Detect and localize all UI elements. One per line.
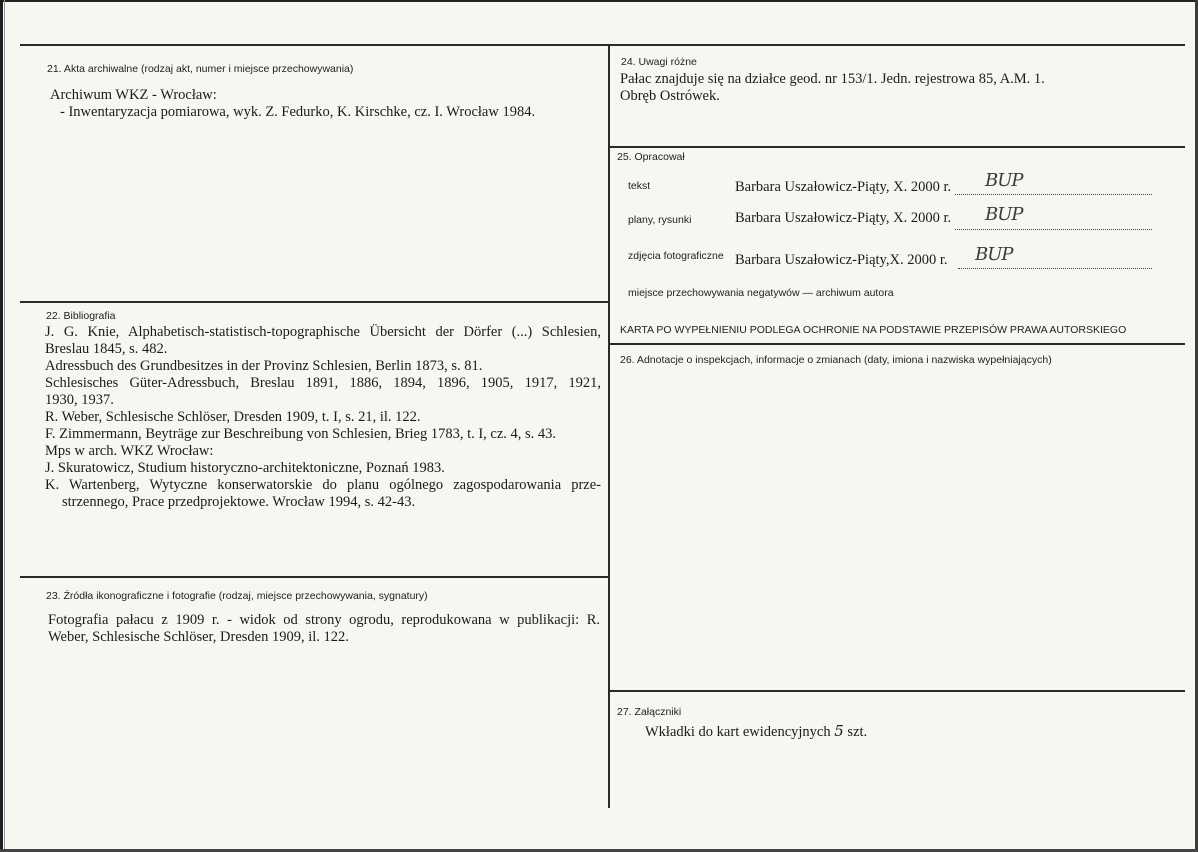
handwritten-signature: BUP: [985, 170, 1023, 191]
card-left-edge: [0, 0, 3, 852]
section-27-label: 27. Załączniki: [617, 706, 682, 718]
rule-25-26: [609, 343, 1185, 345]
bibliography-line: F. Zimmermann, Beyträge zur Beschreibung von Schlesien, Brieg 1783, t. I, cz. 4, s. 43.: [45, 426, 557, 442]
section-22-body: [45, 324, 601, 511]
section-21-body: [50, 87, 535, 121]
top-rule: [20, 44, 1185, 46]
attachments-description: Wkładki do kart ewidencyjnych: [645, 724, 831, 740]
author-row-text-value: Barbara Uszałowicz-Piąty, X. 2000 r.: [735, 179, 952, 195]
sources-line: Weber, Schlesische Schlöser, Dresden 1909, il. 122.: [48, 629, 349, 645]
section-21-line: Archiwum WKZ - Wrocław:: [50, 87, 217, 103]
bibliography-line: Mps w arch. WKZ Wrocław:: [45, 443, 214, 459]
author-row-photos-label: zdjęcia fotograficzne: [628, 250, 724, 262]
author-row-photos-value: Barbara Uszałowicz-Piąty,X. 2000 r.: [735, 252, 948, 268]
signature-line: [955, 194, 1152, 195]
section-22-label: 22. Bibliografia: [46, 310, 116, 322]
rule-24-25: [609, 146, 1185, 148]
signature-line: [955, 229, 1152, 230]
section-24-label: 24. Uwagi różne: [621, 56, 697, 68]
bibliography-line: Adressbuch des Grundbesitzes in der Provinz Schlesien, Berlin 1873, s. 81.: [45, 358, 483, 374]
section-23-label: 23. Źródła ikonograficzne i fotografie (rodzaj, miejsce przechowywania, sygnatury): [46, 590, 428, 602]
bibliography-line: Schlesisches Güter-Adressbuch, Breslau 1891, 1886, 1894, 1896, 1905, 1917, 1921,: [45, 375, 601, 391]
section-21-label: 21. Akta archiwalne (rodzaj akt, numer i miejsce przechowywania): [47, 63, 354, 75]
attachments-count: 5: [834, 722, 844, 740]
bibliography-line: K. Wartenberg, Wytyczne konserwatorskie do planu ogólnego zagospodarowania prze-: [45, 477, 601, 493]
remarks-line: Obręb Ostrówek.: [620, 88, 720, 104]
section-24-body: [620, 71, 1045, 105]
section-26-label: 26. Adnotacje o inspekcjach, informacje o zmianach (daty, imiona i nazwiska wypełniających): [620, 354, 1052, 366]
author-row-plans-label: plany, rysunki: [628, 214, 692, 226]
bibliography-line: 1930, 1937.: [45, 392, 114, 408]
attachments-text: [645, 723, 867, 741]
author-row-text-label: tekst: [628, 180, 651, 192]
bibliography-line: J. G. Knie, Alphabetisch-statistisch-topographische Übersicht der Dörfer (...) Schlesien,: [45, 324, 601, 340]
rule-21-22: [20, 301, 609, 303]
card-top-edge: [0, 0, 1198, 2]
center-divider: [608, 44, 610, 808]
section-25-label: 25. Opracował: [617, 151, 685, 163]
section-23-body: [48, 612, 600, 646]
bibliography-line: J. Skuratowicz, Studium historyczno-architektoniczne, Poznań 1983.: [45, 460, 445, 476]
sources-line: Fotografia pałacu z 1909 r. - widok od strony ogrodu, reprodukowana w publikacji: R.: [48, 612, 600, 628]
section-21-line: - Inwentaryzacja pomiarowa, wyk. Z. Fedurko, K. Kirschke, cz. I. Wrocław 1984.: [60, 104, 536, 120]
copyright-notice: KARTA PO WYPEŁNIENIU PODLEGA OCHRONIE NA PODSTAWIE PRZEPISÓW PRAWA AUTORSKIEGO: [620, 324, 1127, 336]
remarks-line: Pałac znajduje się na działce geod. nr 153/1. Jedn. rejestrowa 85, A.M. 1.: [620, 71, 1045, 87]
bibliography-line: Breslau 1845, s. 482.: [45, 341, 168, 357]
handwritten-signature: BUP: [985, 204, 1023, 225]
card-left-edge-inner: [4, 0, 5, 852]
handwritten-signature: BUP: [975, 244, 1013, 265]
rule-22-23: [20, 576, 609, 578]
attachments-unit: szt.: [847, 724, 868, 740]
negatives-location: miejsce przechowywania negatywów — archiwum autora: [628, 287, 894, 299]
signature-line: [958, 268, 1152, 269]
bibliography-line: strzennego, Prace przedprojektowe. Wrocław 1994, s. 42-43.: [62, 494, 416, 510]
rule-26-27: [609, 690, 1185, 692]
bibliography-line: R. Weber, Schlesische Schlöser, Dresden 1909, t. I, s. 21, il. 122.: [45, 409, 421, 425]
author-row-plans-value: Barbara Uszałowicz-Piąty, X. 2000 r.: [735, 210, 952, 226]
